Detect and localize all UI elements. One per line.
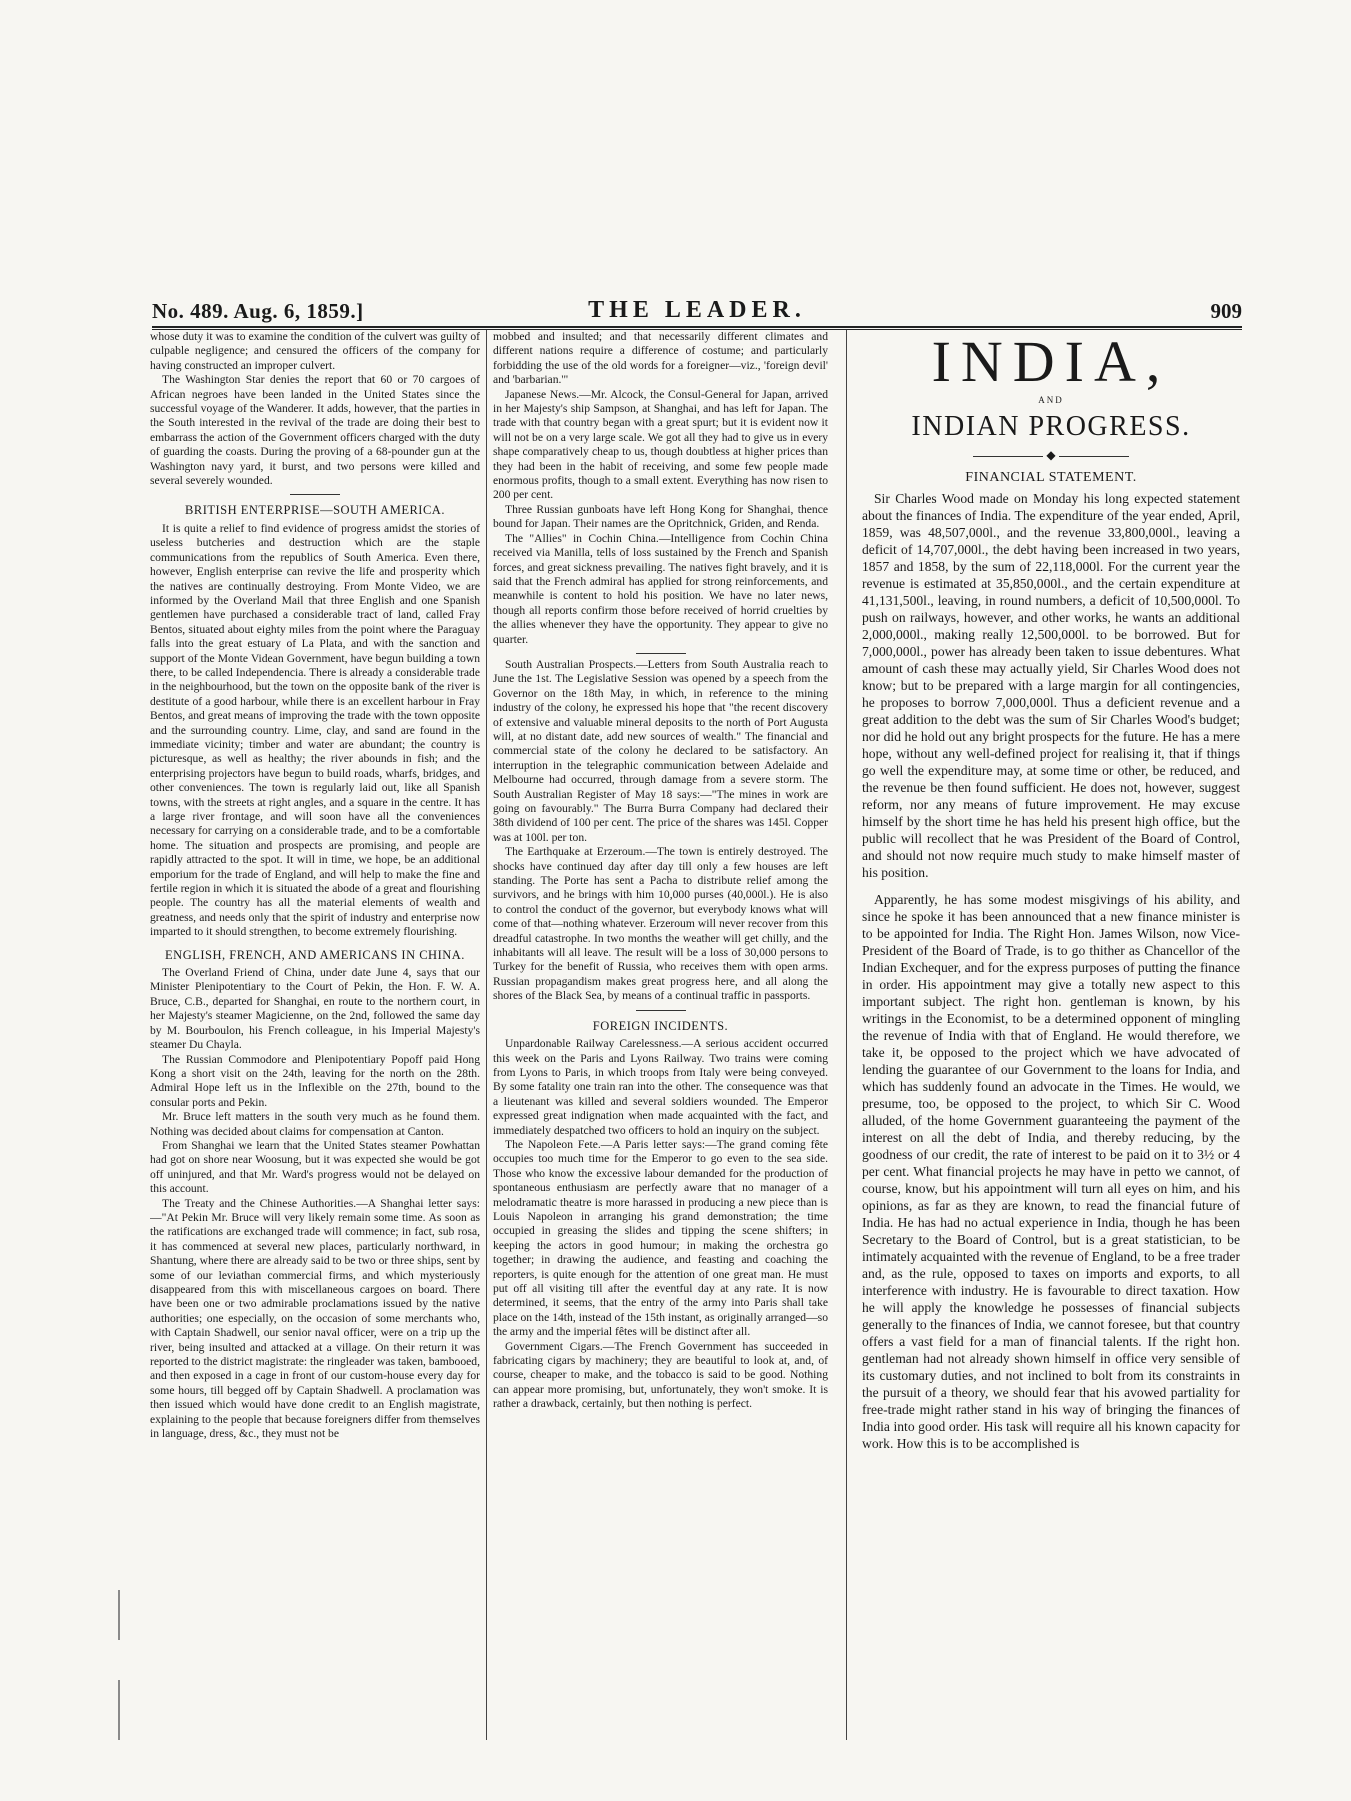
article-paragraph: Unpardonable Railway Carelessness.—A serious accident occurred this week on the Paris and Lyons Railway. Two trains were coming from Lyons to Paris, in which troops from Italy were being conveyed. By some fatality one train ran into the other. The consequence was that a lieutenant was killed and several soldiers wounded. The Emperor expressed great indignation when made acquainted with the fact, and immediately despatched two officers to hold an inquiry on the subject. [493, 1037, 828, 1137]
article-paragraph: It is quite a relief to find evidence of progress amidst the stories of useless butcheries and destruction which are the staple communications from the republics of South America. Even there, however, English enterprise can revive the life and prosperity which the natives are continually destroying. From Monte Video, we are informed by the Overland Mail that three English and one Spanish gentlemen have purchased a considerable tract of land, called Fray Bentos, situated about eighty miles from the point where the Paraguay falls into the great estuary of La Plata, and with the sanction and support of the Monte Videan Government, have begun building a town there, to be called Independencia. There is already a considerable trade in the neighbourhood, but the town on the opposite bank of the river is destitute of a good harbour, while there is an excellent harbour in Fray Bentos, and great means of improving the trade with the town opposite and the surrounding country. Lime, clay, and sand are found in the immediate vicinity; timber and water are abundant; the country is picturesque, as well as healthy; the river abounds in fish; and the enterprising projectors have begun to build roads, wharfs, bridges, and other conveniences. The town is regularly laid out, like all Spanish towns, with the streets at right angles, and a square in the centre. It has a large river frontage, and will soon have all the conveniences necessary for carrying on a considerable trade, and to be a comfortable home. The situation and prospects are promising, and people are rapidly attracted to the spot. It will in time, we hope, be an additional emporium for the trade of England, and will help to make the fine and fertile region in which it is situated the abode of a great and flourishing people. The country has all the material elements of wealth and greatness, and needs only that the spirit of industry and enterprise now imparted to it should strengthen, to become extremely flourishing. [150, 521, 480, 939]
article-paragraph: Government Cigars.—The French Government has succeeded in fabricating cigars by machinery; they are beautiful to look at, and, of course, cheaper to make, and the tobacco is said to be good. Nothing can appear more promising, but, unfortunately, they won't smoke. It is rather a drawback, certainly, but then nothing is perfect. [493, 1339, 828, 1411]
column-2 [493, 330, 828, 1750]
indian-progress-title: INDIAN PROGRESS. [911, 411, 1191, 442]
article-paragraph: whose duty it was to examine the condition of the culvert was guilty of culpable negligence; and censured the officers of the company for having constructed an improper culvert. [150, 330, 480, 372]
newspaper-title: THE LEADER. [588, 297, 806, 323]
masthead [152, 295, 1242, 325]
india-title: INDIA, [931, 330, 1171, 394]
article-paragraph: mobbed and insulted; and that necessarily different climates and different nations require a difference of costume; and particularly forbidding the use of the old words for a foreigner—viz., 'foreign devil' and 'barbarian.'" [493, 330, 828, 387]
article-paragraph: The Treaty and the Chinese Authorities.—A Shanghai letter says:—"At Pekin Mr. Bruce will very likely remain some time. As soon as the ratifications are exchanged trade will commence; in fact, sub rosa, it has commenced at several new places, particularly northward, in Shantung, where there are already said to be two or three ships, sent by some of our leviathan commercial firms, and which mysteriously disappeared from this with miscellaneous cargoes on board. There have been one or two admirable proclamations issued by the native authorities; one especially, on the occasion of some merchants who, with Captain Shadwell, our senior naval officer, were on a trip up the river, being insulted and attacked at a village. On their return it was reported to the district magistrate: the ringleader was taken, bambooed, and then exposed in a cage in front of our custom-house every day for some hours, till begged off by Captain Shadwell. A proclamation was then issued which would have done credit to an English magistrate, explaining to the people that because foreigners differ from themselves in language, dress, &c., they must not be [150, 1196, 480, 1441]
article-paragraph: Apparently, he has some modest misgivings of his ability, and since he spoke it has been announced that a new finance minister is to be appointed for India. The Right Hon. James Wilson, now Vice-President of the Board of Trade, is to go thither as Chancellor of the Indian Exchequer, and for the express purposes of putting the finance in order. His appointment may give a totally new aspect to this important subject. The right hon. gentleman is known, by his writings in the Economist, to be a determined opponent of mingling the revenue of India with that of England. He would therefore, we take it, be opposed to the project which we have advocated of lending the guarantee of our Government to the loans for India, and which has suddenly found an advocate in the Times. He would, we presume, too, be opposed to the project, to which Sir C. Wood alluded, of the home Government guaranteeing the payment of the interest on all the debt of India, and thereby reducing, by the goodness of our credit, the rate of interest to be paid on it to 3½ or 4 per cent. What financial projects he may have in petto we cannot, of course, know, but his appointment will turn all eyes on him, and his opinions, as far as they are known, to read the financial future of India. He has had no actual experience in India, though he has been Secretary to the Board of Control, but is a great statistician, to be intimately acquainted with the revenue of England, to be a free trader and, as the rule, opposed to taxes on imports and exports, to all interference with industry. He is favourable to direct taxation. How he will apply the knowledge he possesses of financial subjects generally to the finances of India, we cannot foresee, but that country offers a vast field for a man of financial talents. If the right hon. gentleman had not already shown himself in office very sensible of its customary duties, and not inclined to bolt from its constraints in the pursuit of a theory, we should fear that his avowed partiality for free-trade might rather stand in his way of bringing the finances of India into good order. His task will require all his known capacity for work. How this is to be accomplished is [862, 892, 1240, 1451]
article-paragraph: From Shanghai we learn that the United States steamer Powhattan had got on shore near Woosung, but it was expected she would be got off uninjured, and that Mr. Ward's progress would not be delayed on this account. [150, 1138, 480, 1196]
column-3 [862, 330, 1240, 1750]
section-heading-financial-statement: FINANCIAL STATEMENT. [965, 470, 1137, 485]
margin-mark [118, 1590, 120, 1640]
column-divider [846, 330, 847, 1740]
article-paragraph: Three Russian gunboats have left Hong Kong for Shanghai, thence bound for Japan. Their names are the Opritchnick, Griden, and Renda. [493, 502, 828, 531]
section-heading-foreign-incidents: FOREIGN INCIDENTS. [592, 1018, 729, 1033]
and-word: AND [1038, 395, 1064, 405]
section-divider [636, 1010, 686, 1011]
article-paragraph: Japanese News.—Mr. Alcock, the Consul-General for Japan, arrived in her Majesty's ship Sampson, at Shanghai, and has left for Japan. The trade with that country began with a great spurt; but it is evident now it will not be on a very large scale. We got all they had to give us in every shape comparatively cheap to us, though doubtless at higher prices than they had been in the habit of receiving, and some few people made enormous profits, though to a small extent. Everything has now risen to 200 per cent. [493, 387, 828, 502]
ornament-divider: ◆ [862, 449, 1240, 461]
section-divider [290, 494, 340, 495]
column-divider [486, 330, 487, 1740]
column-1 [150, 330, 480, 1750]
article-paragraph: Mr. Bruce left matters in the south very much as he found them. Nothing was decided about claims for compensation at Canton. [150, 1110, 480, 1138]
article-paragraph: The Overland Friend of China, under date June 4, says that our Minister Plenipotentiary to the Court of Pekin, the Hon. F. W. A. Bruce, C.B., departed for Shanghai, en route to the northern court, in her Majesty's steamer Magicienne, on the 2nd, followed the same day by M. Bourboulon, his French colleague, in his Imperial Majesty's steamer Du Chayla. [150, 966, 480, 1052]
masthead-rule [152, 326, 1242, 328]
margin-mark [118, 1680, 120, 1740]
section-heading-british-enterprise: BRITISH ENTERPRISE—SOUTH AMERICA. [185, 503, 445, 518]
article-paragraph: South Australian Prospects.—Letters from South Australia reach to June the 1st. The Legislative Session was opened by a speech from the Governor on the 18th May, in which, in reference to the mining industry of the colony, he expressed his hope that "the recent discovery of extensive and valuable mineral deposits to the north of Port Augusta will, at no distant date, add new sources of wealth." The financial and commercial state of the colony he declared to be satisfactory. An interruption in the telegraphic communication between Adelaide and Melbourne had occurred, through damage from a severe storm. The South Australian Register of May 18 says:—"The mines in work are going on favourably." The Burra Burra Company had declared their 38th dividend of 100 per cent. The price of the shares was 145l. Copper was at 100l. per ton. [493, 657, 828, 844]
article-paragraph: The Napoleon Fete.—A Paris letter says:—The grand coming fête occupies too much time for the Emperor to go even to the sea side. Those who know the excessive labour demanded for the production of spontaneous enthusiasm are perfectly aware that no manager of a melodramatic theatre is more harassed in producing a new piece than is Louis Napoleon in arranging his grand demonstration; the time occupied in greasing the slides and tipping the scene shifters; in keeping the actors in good humour; in making the orchestra go together; in drawing the audience, and feasting and coaching the reporters, is quite enough for the attention of one great man. He must put off all visiting till after the eventful day at any rate. It is now determined, it seems, that the entry of the army into Paris shall take place on the 14th, instead of the 15th instant, as originally arranged—so the army and the imperial fêtes will be distinct after all. [493, 1137, 828, 1339]
issue-date: No. 489. Aug. 6, 1859.] [152, 299, 364, 323]
article-paragraph: The Washington Star denies the report that 60 or 70 cargoes of African negroes have been landed in the United States since the successful voyage of the Wanderer. It adds, however, that the parties in the South interested in the revival of the trade are doing their best to embarrass the action of the Government officers charged with the duty of guarding the coasts. During the proving of a 68-pounder gun at the Washington navy yard, it burst, and two persons were killed and several severely wounded. [150, 373, 480, 488]
article-paragraph: The Russian Commodore and Plenipotentiary Popoff paid Hong Kong a short visit on the 24th, leaving for the north on the 28th. Admiral Hope left us in the Inflexible on the 27th, bound to the consular ports and Pekin. [150, 1052, 480, 1109]
article-paragraph: The "Allies" in Cochin China.—Intelligence from Cochin China received via Manilla, tells of loss sustained by the French and Spanish forces, and great sickness prevailing. The natives fight bravely, and it is said that the French admiral has applied for strong reinforcements, and meanwhile is content to hold his position. We have no later news, though all reports confirm those before received of horrid cruelties by the allies whenever they have the opportunity. They appear to give no quarter. [493, 531, 828, 646]
article-paragraph: The Earthquake at Erzeroum.—The town is entirely destroyed. The shocks have continued day after day till only a few houses are left standing. The Porte has sent a Pacha to distribute relief among the survivors, and he brings with him 10,000 purses (40,000l.). He is also to control the conduct of the governor, but everybody knows what will come of that—nothing whatever. Erzeroum will never recover from this dreadful catastrophe. In two months the weather will get chilly, and the inhabitants will all leave. The result will be a loss of 30,000 persons to Turkey for the benefit of Russia, who receives them with open arms. Russian propagandism makes great progress here, and all along the shores of the Black Sea, by means of a continual traffic in passports. [493, 845, 828, 1003]
section-heading-china: ENGLISH, FRENCH, AND AMERICANS IN CHINA. [165, 947, 465, 962]
section-divider [636, 653, 686, 654]
page-number: 909 [1210, 299, 1242, 323]
article-paragraph: Sir Charles Wood made on Monday his long expected statement about the finances of India. The expenditure of the year ended, April, 1859, was 48,507,000l., and the revenue 33,800,000l., leaving a deficit of 14,707,000l., the debt having been increased in two years, 1857 and 1858, by the sum of 22,118,000l. For the current year the revenue is estimated at 35,850,000l., and the certain expenditure at 41,131,500l., leaving, in round numbers, a deficit of 10,500,000l. To push on railways, however, and other works, he wants an additional 2,000,000l., making really 12,500,000l. to be borrowed. But for 7,000,000l., power has already been taken to issue debentures. What amount of cash these may actually yield, Sir Charles Wood does not know; but to be prepared with a large margin for all contingencies, he proposes to borrow 7,000,000l. Thus a deficient revenue and a great addition to the debt was the sum of Sir Charles Wood's budget; nor did he hold out any bright prospects for the future. He has a mere hope, without any well-defined project for realising it, that if things go well the expenditure may, at some time or other, be reduced, and the revenue be then found sufficient. He does not, however, suggest reform, nor any means of future improvement. He may excuse himself by the short time he has held his present high office, but the public will recollect that he was President of the Board of Control, and should not now require much study to make himself master of his position. [862, 491, 1240, 880]
